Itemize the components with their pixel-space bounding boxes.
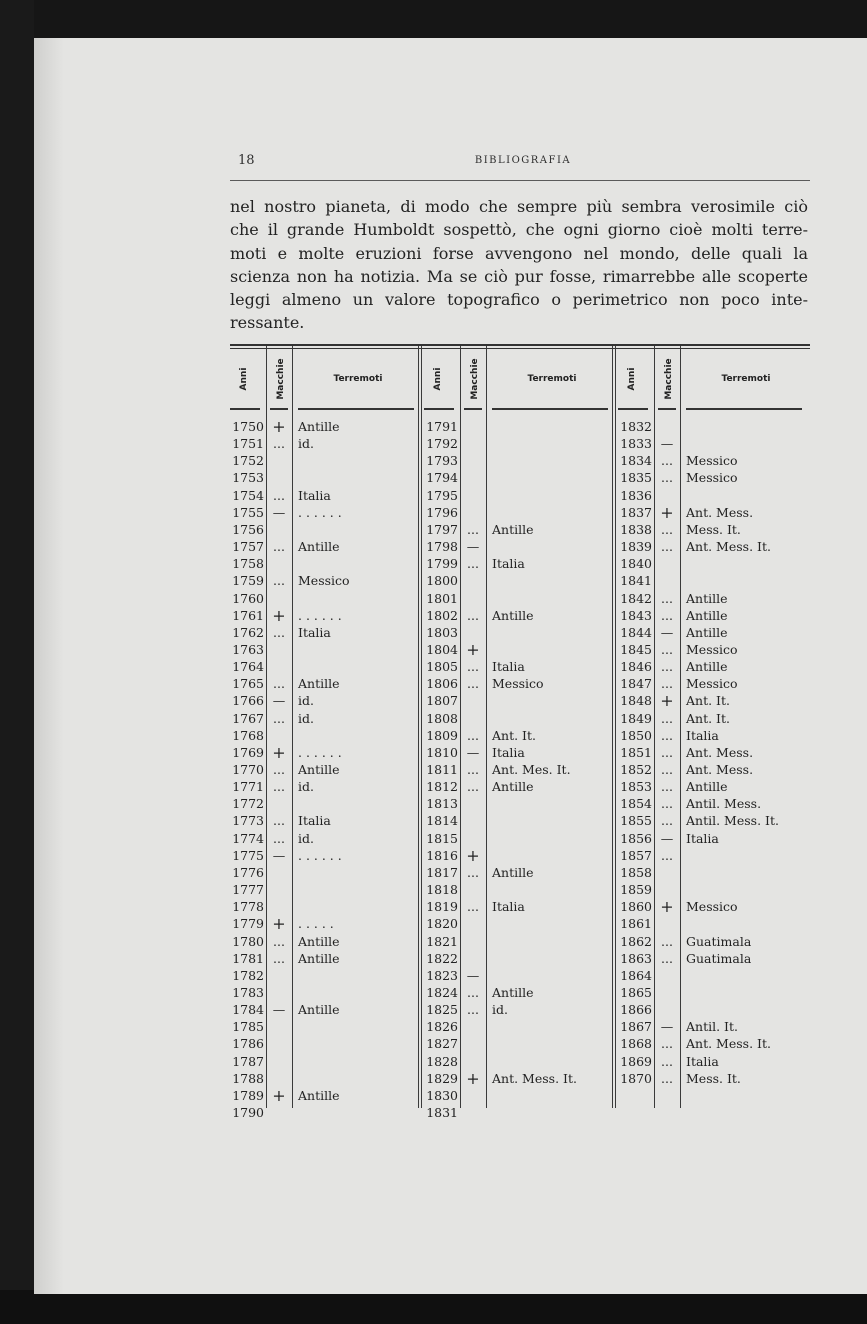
year-cell: 1830 [426, 1087, 458, 1103]
spot-mark-cell: ... [661, 607, 673, 623]
header-underline [230, 408, 260, 410]
earthquake-region-cell: Messico [686, 641, 738, 657]
year-cell: 1769 [232, 744, 264, 760]
header-macchie: Macchie [664, 358, 674, 400]
year-cell: 1770 [232, 762, 264, 777]
spot-mark-cell: ... [467, 1002, 479, 1018]
column-divider [292, 346, 293, 1108]
earthquake-region-cell: Ant. It. [492, 727, 536, 743]
year-cell: 1822 [426, 950, 458, 966]
header-underline [270, 408, 288, 410]
group-divider [615, 346, 616, 1108]
earthquake-region-cell: Antille [298, 933, 340, 949]
header-rule [230, 180, 810, 181]
year-cell: 1844 [620, 624, 652, 640]
scan-border-bottom [0, 1290, 867, 1324]
earthquake-region-cell: Antille [492, 779, 534, 795]
earthquake-region-cell: Italia [298, 624, 331, 640]
earthquake-region-cell: Antille [686, 607, 728, 623]
year-cell: 1801 [426, 590, 458, 606]
year-cell: 1854 [620, 796, 652, 812]
header-underline [618, 408, 648, 410]
spot-mark-cell: — [272, 1002, 286, 1018]
header-anni: Anni [627, 367, 637, 391]
spot-mark-cell: — [660, 1019, 674, 1035]
spot-mark-cell: ... [273, 830, 285, 846]
year-cell: 1855 [620, 813, 652, 829]
year-cell: 1861 [620, 916, 652, 932]
earthquake-region-cell: Italia [298, 487, 331, 503]
spot-mark-cell: + [272, 914, 286, 934]
spot-mark-cell: ... [467, 556, 479, 572]
earthquake-region-cell: Antille [492, 984, 534, 1000]
earthquake-region-cell: Italia [492, 659, 525, 675]
year-cell: 1860 [620, 899, 652, 915]
earthquake-region-cell: Antille [298, 1002, 340, 1018]
year-cell: 1760 [232, 590, 264, 606]
year-cell: 1869 [620, 1053, 652, 1069]
spot-mark-cell: + [272, 417, 286, 436]
year-cell: 1793 [426, 453, 458, 469]
spot-mark-cell: ... [273, 933, 285, 949]
spot-mark-cell: ... [661, 641, 673, 657]
earthquake-region-cell: Antille [298, 950, 340, 966]
year-cell: 1867 [620, 1019, 652, 1035]
earthquake-region-cell: Antille [492, 607, 534, 623]
paragraph-line: nel nostro pianeta, di modo che sempre più sembra verosimile ciò [230, 197, 808, 216]
year-cell: 1858 [620, 864, 652, 880]
paragraph-line: che il grande Humboldt sospettò, che ogni giorno cioè molti terre- [230, 220, 808, 240]
spot-mark-cell: ... [467, 899, 479, 915]
earthquake-region-cell: Ant. It. [686, 693, 730, 709]
spot-mark-cell: — [660, 830, 674, 846]
spot-mark-cell: — [466, 967, 480, 983]
earthquake-region-cell: Italia [686, 1053, 719, 1069]
year-cell: 1778 [232, 899, 264, 915]
spot-mark-cell: ... [273, 676, 285, 692]
year-cell: 1849 [620, 710, 652, 726]
year-cell: 1857 [620, 847, 652, 863]
year-cell: 1835 [620, 470, 652, 486]
spot-mark-cell: — [466, 539, 480, 555]
header-underline [464, 408, 482, 410]
year-cell: 1808 [426, 710, 458, 726]
year-cell: 1859 [620, 882, 652, 898]
earthquake-region-cell: Italia [686, 727, 719, 743]
year-cell: 1798 [426, 539, 458, 555]
year-cell: 1815 [426, 830, 458, 846]
spot-mark-cell: ... [467, 762, 479, 777]
year-cell: 1756 [232, 521, 264, 537]
spot-mark-cell: ... [467, 779, 479, 795]
earthquake-region-cell: . . . . . . [298, 607, 342, 623]
year-cell: 1780 [232, 933, 264, 949]
book-page [34, 38, 867, 1294]
year-cell: 1777 [232, 882, 264, 898]
spot-mark-cell: ... [273, 624, 285, 640]
earthquake-region-cell: Ant. Mess. It. [686, 539, 771, 555]
year-cell: 1828 [426, 1053, 458, 1069]
year-cell: 1792 [426, 436, 458, 452]
year-cell: 1800 [426, 573, 458, 589]
earthquake-region-cell: Ant. Mess. It. [686, 1036, 771, 1052]
year-cell: 1752 [232, 453, 264, 469]
year-cell: 1762 [232, 624, 264, 640]
year-cell: 1838 [620, 521, 652, 537]
earthquake-region-cell: Antille [298, 419, 340, 434]
year-cell: 1761 [232, 607, 264, 623]
spot-mark-cell: + [272, 605, 286, 625]
spot-mark-cell: + [660, 691, 674, 711]
year-cell: 1834 [620, 453, 652, 469]
earthquake-region-cell: Messico [492, 676, 544, 692]
year-cell: 1753 [232, 470, 264, 486]
year-cell: 1851 [620, 744, 652, 760]
header-macchie: Macchie [276, 358, 286, 400]
year-cell: 1759 [232, 573, 264, 589]
earthquake-region-cell: Messico [686, 676, 738, 692]
spot-mark-cell: ... [273, 539, 285, 555]
earthquake-region-cell: Italia [686, 830, 719, 846]
earthquake-region-cell: Ant. Mess. [686, 762, 754, 777]
year-cell: 1842 [620, 590, 652, 606]
year-cell: 1839 [620, 539, 652, 555]
spot-mark-cell: ... [661, 813, 673, 829]
spot-mark-cell: ... [467, 984, 479, 1000]
spot-mark-cell: ... [661, 1053, 673, 1069]
year-cell: 1757 [232, 539, 264, 555]
year-cell: 1755 [232, 504, 264, 520]
year-cell: 1797 [426, 521, 458, 537]
spot-mark-cell: ... [273, 710, 285, 726]
spot-mark-cell: ... [273, 779, 285, 795]
year-cell: 1789 [232, 1087, 264, 1103]
spot-mark-cell: + [272, 1085, 286, 1105]
year-cell: 1764 [232, 659, 264, 675]
year-cell: 1825 [426, 1002, 458, 1018]
year-cell: 1809 [426, 727, 458, 743]
year-cell: 1779 [232, 916, 264, 932]
year-cell: 1836 [620, 487, 652, 503]
year-cell: 1810 [426, 744, 458, 760]
spot-mark-cell: ... [661, 453, 673, 469]
earthquake-table [230, 344, 810, 1120]
year-cell: 1811 [426, 762, 458, 777]
group-divider [421, 346, 422, 1108]
group-divider [418, 346, 419, 1108]
year-cell: 1754 [232, 487, 264, 503]
earthquake-region-cell: Mess. It. [686, 521, 741, 537]
earthquake-region-cell: Guatimala [686, 950, 752, 966]
header-underline [686, 408, 802, 410]
year-cell: 1837 [620, 504, 652, 520]
year-cell: 1807 [426, 693, 458, 709]
spot-mark-cell: + [466, 1068, 480, 1088]
page-gutter-shadow [34, 38, 64, 1294]
header-underline [298, 408, 414, 410]
spot-mark-cell: ... [273, 487, 285, 503]
earthquake-region-cell: id. [298, 436, 314, 452]
year-cell: 1865 [620, 984, 652, 1000]
year-cell: 1812 [426, 779, 458, 795]
spot-mark-cell: ... [273, 573, 285, 589]
spot-mark-cell: ... [661, 847, 673, 863]
spot-mark-cell: — [660, 436, 674, 452]
spot-mark-cell: + [466, 639, 480, 659]
year-cell: 1833 [620, 436, 652, 452]
body-paragraph [230, 195, 808, 335]
header-anni: Anni [433, 367, 443, 391]
year-cell: 1862 [620, 933, 652, 949]
earthquake-region-cell: Mess. It. [686, 1070, 741, 1086]
spot-mark-cell: — [466, 744, 480, 760]
year-cell: 1866 [620, 1002, 652, 1018]
spot-mark-cell: — [660, 624, 674, 640]
year-cell: 1829 [426, 1070, 458, 1086]
earthquake-region-cell: id. [298, 779, 314, 795]
spot-mark-cell: ... [661, 676, 673, 692]
spot-mark-cell: ... [467, 676, 479, 692]
earthquake-region-cell: Antille [686, 624, 728, 640]
year-cell: 1776 [232, 864, 264, 880]
earthquake-region-cell: id. [298, 830, 314, 846]
earthquake-region-cell: Antille [298, 676, 340, 692]
year-cell: 1781 [232, 950, 264, 966]
year-cell: 1786 [232, 1036, 264, 1052]
column-divider [486, 346, 487, 1108]
year-cell: 1796 [426, 504, 458, 520]
spot-mark-cell: ... [661, 659, 673, 675]
year-cell: 1843 [620, 607, 652, 623]
earthquake-region-cell: Ant. Mess. [686, 744, 754, 760]
spot-mark-cell: ... [467, 521, 479, 537]
earthquake-region-cell: Guatimala [686, 933, 752, 949]
spot-mark-cell: ... [273, 762, 285, 777]
year-cell: 1870 [620, 1070, 652, 1086]
spot-mark-cell: + [660, 502, 674, 522]
year-cell: 1795 [426, 487, 458, 503]
earthquake-region-cell: Antil. Mess. It. [686, 813, 779, 829]
year-cell: 1788 [232, 1070, 264, 1086]
year-cell: 1819 [426, 899, 458, 915]
earthquake-region-cell: Antil. Mess. [686, 796, 762, 812]
year-cell: 1794 [426, 470, 458, 486]
year-cell: 1802 [426, 607, 458, 623]
spot-mark-cell: — [272, 847, 286, 863]
year-cell: 1831 [426, 1105, 458, 1120]
spot-mark-cell: ... [661, 590, 673, 606]
year-cell: 1814 [426, 813, 458, 829]
earthquake-region-cell: Messico [686, 899, 738, 915]
header-terremoti: Terremoti [721, 374, 771, 384]
year-cell: 1841 [620, 573, 652, 589]
year-cell: 1846 [620, 659, 652, 675]
year-cell: 1803 [426, 624, 458, 640]
spot-mark-cell: ... [273, 950, 285, 966]
year-cell: 1840 [620, 556, 652, 572]
year-cell: 1821 [426, 933, 458, 949]
year-cell: 1864 [620, 967, 652, 983]
year-cell: 1824 [426, 984, 458, 1000]
earthquake-region-cell: Italia [298, 813, 331, 829]
earthquake-region-cell: Antille [298, 762, 340, 777]
earthquake-region-cell: id. [298, 693, 314, 709]
spot-mark-cell: ... [661, 796, 673, 812]
spot-mark-cell: + [272, 742, 286, 762]
earthquake-region-cell: Italia [492, 899, 525, 915]
year-cell: 1863 [620, 950, 652, 966]
page-header [238, 153, 808, 173]
year-cell: 1790 [232, 1105, 264, 1120]
year-cell: 1816 [426, 847, 458, 863]
earthquake-region-cell: Antille [686, 779, 728, 795]
year-cell: 1848 [620, 693, 652, 709]
earthquake-region-cell: Messico [298, 573, 350, 589]
year-cell: 1806 [426, 676, 458, 692]
year-cell: 1820 [426, 916, 458, 932]
group-divider [612, 346, 613, 1108]
earthquake-region-cell: . . . . . . [298, 847, 342, 863]
earthquake-region-cell: Antille [298, 539, 340, 555]
year-cell: 1791 [426, 419, 458, 434]
earthquake-region-cell: Ant. Mes. It. [492, 762, 571, 777]
year-cell: 1787 [232, 1053, 264, 1069]
spot-mark-cell: ... [661, 950, 673, 966]
earthquake-region-cell: . . . . . . [298, 504, 342, 520]
running-head: BIBLIOGRAFIA [474, 155, 572, 166]
earthquake-region-cell: Italia [492, 556, 525, 572]
year-cell: 1845 [620, 641, 652, 657]
header-underline [658, 408, 676, 410]
year-cell: 1772 [232, 796, 264, 812]
paragraph-line: scienza non ha notizia. Ma se ciò pur fosse, rimarrebbe alle scoperte [230, 266, 808, 286]
spot-mark-cell: ... [467, 659, 479, 675]
year-cell: 1799 [426, 556, 458, 572]
earthquake-region-cell: Antille [686, 590, 728, 606]
paragraph-line: moti e molte eruzioni forse avvengono nel mondo, delle quali la [230, 243, 808, 263]
column-divider [680, 346, 681, 1108]
year-cell: 1868 [620, 1036, 652, 1052]
earthquake-region-cell: Antil. It. [686, 1019, 738, 1035]
year-cell: 1771 [232, 779, 264, 795]
year-cell: 1766 [232, 693, 264, 709]
header-terremoti: Terremoti [527, 374, 577, 384]
year-cell: 1826 [426, 1019, 458, 1035]
year-cell: 1758 [232, 556, 264, 572]
year-cell: 1750 [232, 419, 264, 434]
year-cell: 1832 [620, 419, 652, 434]
year-cell: 1765 [232, 676, 264, 692]
year-cell: 1852 [620, 762, 652, 777]
year-cell: 1767 [232, 710, 264, 726]
year-cell: 1773 [232, 813, 264, 829]
earthquake-region-cell: Ant. Mess. [686, 504, 754, 520]
year-cell: 1763 [232, 641, 264, 657]
spot-mark-cell: ... [661, 1036, 673, 1052]
header-terremoti: Terremoti [333, 374, 383, 384]
spot-mark-cell: — [272, 693, 286, 709]
earthquake-region-cell: Antille [686, 659, 728, 675]
year-cell: 1827 [426, 1036, 458, 1052]
header-anni: Anni [239, 367, 249, 391]
year-cell: 1783 [232, 984, 264, 1000]
year-cell: 1785 [232, 1019, 264, 1035]
header-underline [492, 408, 608, 410]
year-cell: 1784 [232, 1002, 264, 1018]
year-cell: 1813 [426, 796, 458, 812]
earthquake-region-cell: Antille [492, 521, 534, 537]
year-cell: 1805 [426, 659, 458, 675]
spot-mark-cell: ... [661, 539, 673, 555]
spot-mark-cell: ... [661, 727, 673, 743]
earthquake-region-cell: Ant. It. [686, 710, 730, 726]
spot-mark-cell: ... [467, 727, 479, 743]
paragraph-line: ressante. [230, 313, 305, 333]
spot-mark-cell: ... [661, 521, 673, 537]
scan-border-top [0, 0, 867, 40]
spot-mark-cell: ... [661, 744, 673, 760]
earthquake-region-cell: Messico [686, 470, 738, 486]
year-cell: 1823 [426, 967, 458, 983]
earthquake-region-cell: . . . . . . [298, 744, 342, 760]
year-cell: 1818 [426, 882, 458, 898]
earthquake-region-cell: Antille [492, 864, 534, 880]
spot-mark-cell: ... [661, 1070, 673, 1086]
year-cell: 1850 [620, 727, 652, 743]
spot-mark-cell: ... [661, 779, 673, 795]
year-cell: 1853 [620, 779, 652, 795]
earthquake-region-cell: id. [298, 710, 314, 726]
year-cell: 1782 [232, 967, 264, 983]
earthquake-region-cell: Ant. Mess. It. [492, 1070, 577, 1086]
year-cell: 1768 [232, 727, 264, 743]
year-cell: 1775 [232, 847, 264, 863]
spot-mark-cell: ... [661, 470, 673, 486]
spot-mark-cell: ... [661, 762, 673, 777]
spot-mark-cell: + [660, 897, 674, 917]
header-underline [424, 408, 454, 410]
year-cell: 1817 [426, 864, 458, 880]
paragraph-line: leggi almeno un valore topografico o perimetrico non poco inte- [230, 290, 808, 310]
year-cell: 1856 [620, 830, 652, 846]
scan-border-left [0, 0, 34, 1324]
column-divider [266, 346, 267, 1108]
year-cell: 1751 [232, 436, 264, 452]
year-cell: 1847 [620, 676, 652, 692]
earthquake-region-cell: Messico [686, 453, 738, 469]
header-macchie: Macchie [470, 358, 480, 400]
earthquake-region-cell: id. [492, 1002, 508, 1018]
spot-mark-cell: ... [467, 607, 479, 623]
spot-mark-cell: ... [273, 436, 285, 452]
earthquake-region-cell: Antille [298, 1087, 340, 1103]
table-top-rule-thin [230, 348, 810, 349]
spot-mark-cell: ... [661, 933, 673, 949]
table-top-rule [230, 344, 810, 346]
year-cell: 1804 [426, 641, 458, 657]
spot-mark-cell: — [272, 504, 286, 520]
spot-mark-cell: ... [467, 864, 479, 880]
spot-mark-cell: ... [661, 710, 673, 726]
year-cell: 1774 [232, 830, 264, 846]
spot-mark-cell: + [466, 845, 480, 865]
earthquake-region-cell: Italia [492, 744, 525, 760]
page-number: 18 [238, 153, 255, 168]
spot-mark-cell: ... [273, 813, 285, 829]
earthquake-region-cell: . . . . . [298, 916, 334, 932]
